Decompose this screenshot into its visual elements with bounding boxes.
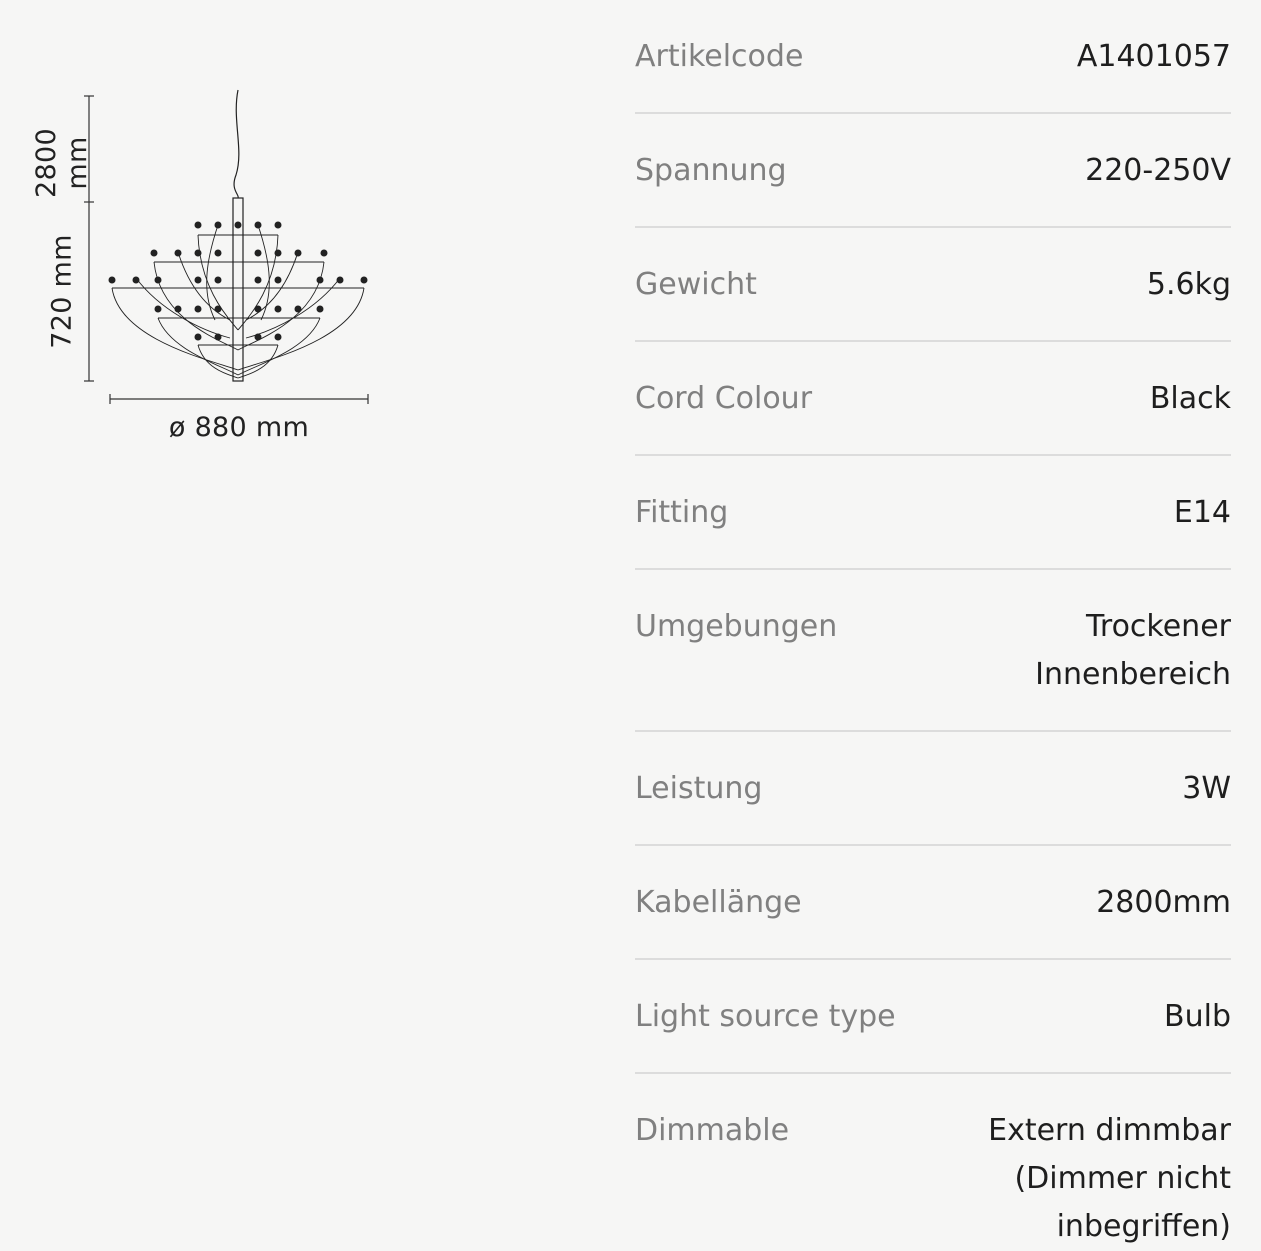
spec-label: Spannung (635, 153, 787, 188)
spec-row (635, 1074, 1231, 1244)
spec-row (635, 228, 1231, 342)
product-dimension-drawing (31, 80, 400, 460)
spec-value: E14 (1173, 495, 1231, 530)
spec-value: 220-250V (1085, 153, 1231, 188)
height-total-label: 2800 mm (31, 128, 93, 198)
spec-label: Umgebungen (635, 609, 838, 644)
height-body-label: 720 mm (46, 234, 78, 349)
spec-row (635, 570, 1231, 732)
spec-label: Cord Colour (635, 381, 813, 416)
spec-row (635, 0, 1231, 114)
chandelier-line-drawing-icon (40, 80, 400, 460)
spec-value: Extern dimmbar (Dimmer nicht inbegriffen) (988, 1113, 1231, 1244)
spec-row (635, 456, 1231, 570)
spec-value: 5.6kg (1146, 267, 1231, 302)
spec-value: Bulb (1164, 999, 1231, 1034)
spec-value: 2800mm (1096, 885, 1231, 920)
spec-label: Artikelcode (635, 39, 804, 74)
spec-label: Kabellänge (635, 885, 802, 920)
spec-value: Black (1149, 381, 1231, 416)
spec-row (635, 114, 1231, 228)
spec-label: Fitting (635, 495, 729, 530)
spec-row (635, 960, 1231, 1074)
spec-value: Trockener Innenbereich (1035, 609, 1231, 692)
spec-row (635, 846, 1231, 960)
spec-value: 3W (1182, 771, 1231, 806)
spec-value: A1401057 (1076, 39, 1231, 74)
spec-label: Gewicht (635, 267, 757, 302)
spec-row (635, 732, 1231, 846)
spec-label: Light source type (635, 999, 896, 1034)
spec-row (635, 342, 1231, 456)
spec-label: Dimmable (635, 1113, 790, 1148)
specification-table (635, 0, 1231, 1244)
spec-label: Leistung (635, 771, 763, 806)
diameter-label: ø 880 mm (168, 412, 310, 443)
